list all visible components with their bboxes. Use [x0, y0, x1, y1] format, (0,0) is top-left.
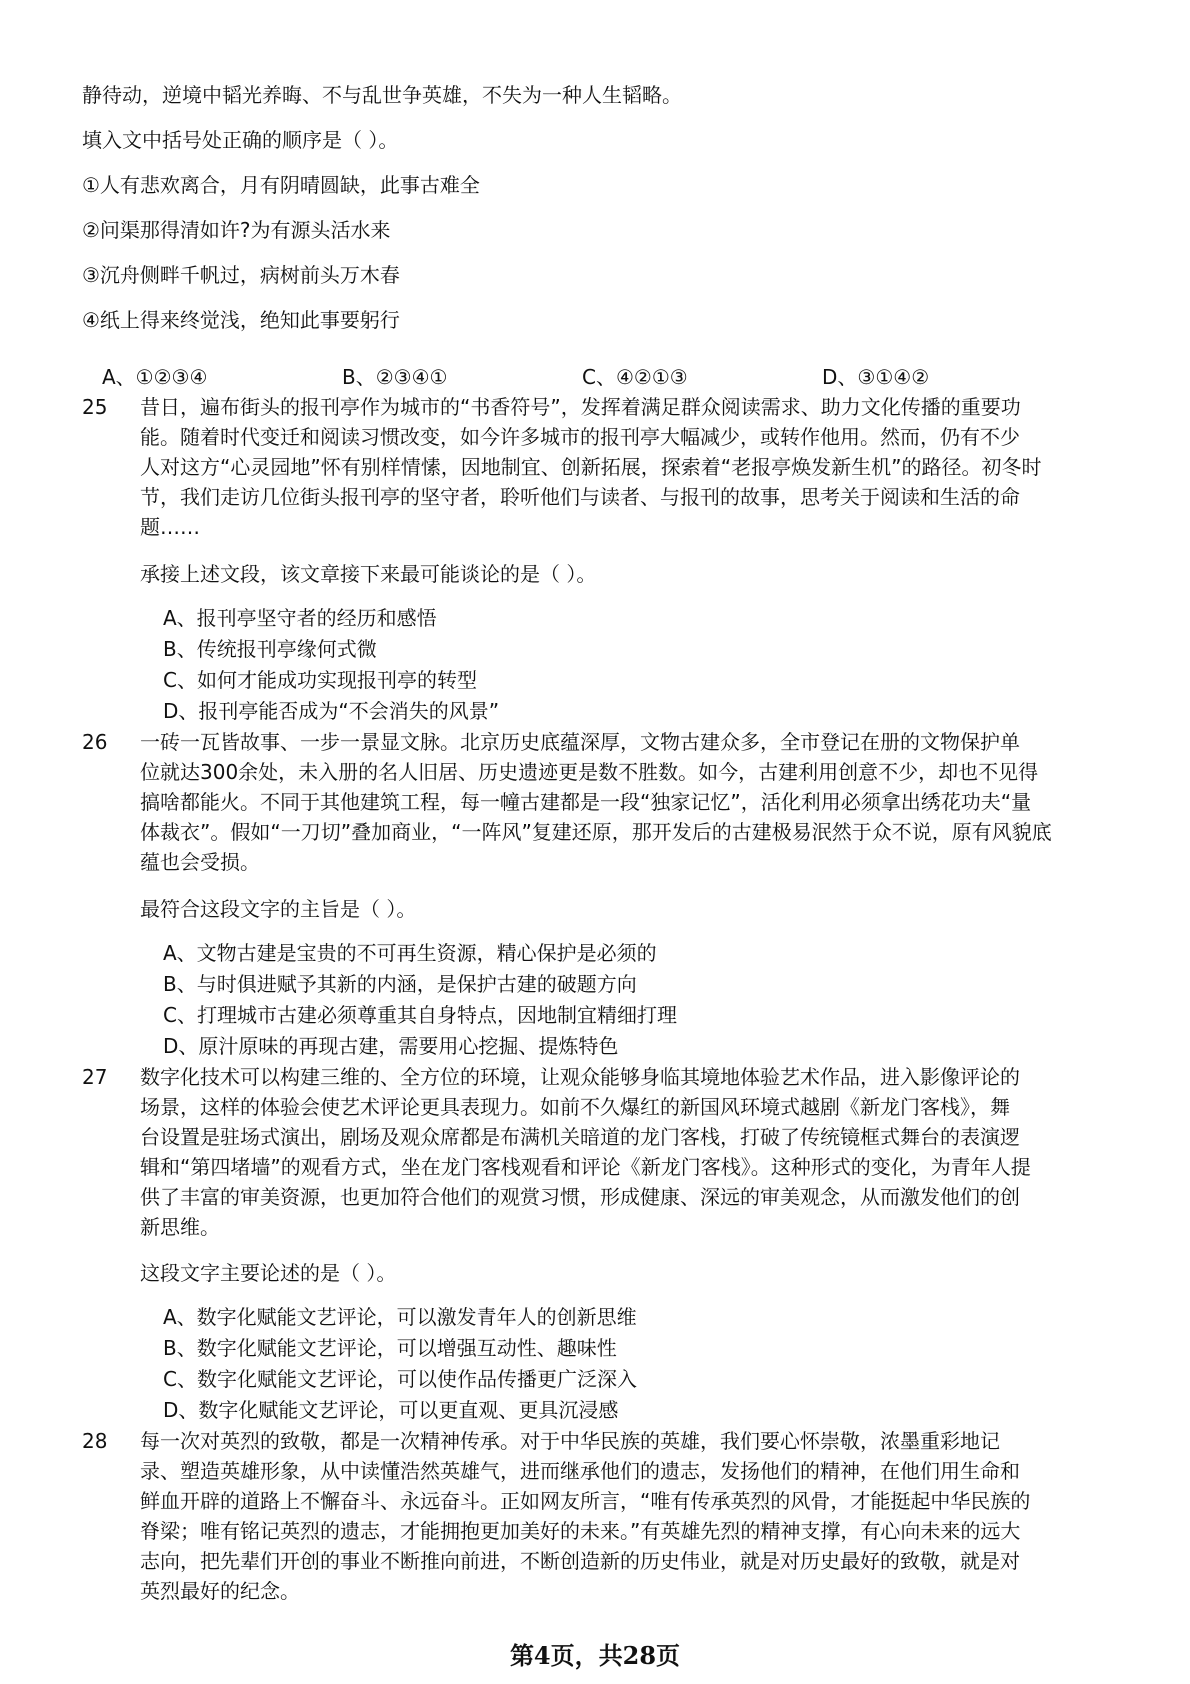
option-c: C、数字化赋能文艺评论，可以使作品传播更广泛深入: [163, 1367, 637, 1391]
question-number: 26: [82, 730, 108, 754]
passage-line: 供了丰富的审美资源，也更加符合他们的观赏习惯，形成健康、深远的审美观念，从而激发他们的创: [140, 1185, 1020, 1209]
option-a: A、数字化赋能文艺评论，可以激发青年人的创新思维: [163, 1305, 637, 1329]
question-prompt: 最符合这段文字的主旨是（ ）。: [140, 897, 417, 921]
option-b: B、与时俱进赋予其新的内涵，是保护古建的破题方向: [163, 972, 637, 996]
intro-item: ④纸上得来终觉浅，绝知此事要躬行: [82, 308, 400, 332]
page-footer: 第4页，共28页: [509, 1641, 681, 1670]
question-prompt: 这段文字主要论述的是（ ）。: [140, 1261, 397, 1285]
passage-line: 位就达300余处，未入册的名人旧居、历史遗迹更是数不胜数。如今，古建利用创意不少，却也不见得: [140, 760, 1039, 784]
passage-line: 人对这方“心灵园地”怀有别样情愫，因地制宜、创新拓展，探索着“老报亭焕发新生机”的路径。初冬时: [140, 455, 1042, 479]
question-passage: [140, 392, 1090, 542]
passage-line: 一砖一瓦皆故事、一步一景显文脉。北京历史底蕴深厚，文物古建众多，全市登记在册的文物保护单: [140, 730, 1020, 754]
option-d: D、③①④②: [822, 365, 930, 389]
question-passage: [140, 727, 1090, 877]
option-b: B、传统报刊亭缘何式微: [163, 637, 377, 661]
question-number: 28: [82, 1429, 108, 1453]
passage-line: 台设置是驻场式演出，剧场及观众席都是布满机关暗道的龙门客栈，打破了传统镜框式舞台的表演逻: [140, 1125, 1020, 1149]
passage-line: 题……: [140, 515, 200, 539]
passage-line: 蕴也会受损。: [140, 850, 260, 874]
intro-item: ③沉舟侧畔千帆过，病树前头万木春: [82, 263, 400, 287]
passage-line: 脊梁；唯有铭记英烈的遗志，才能拥抱更加美好的未来。”有英雄先烈的精神支撑，有心向未来的远大: [140, 1519, 1021, 1543]
passage-line: 体裁衣”。假如“一刀切”叠加商业，“一阵风”复建还原，那开发后的古建极易泯然于众不说，原有风貌底: [140, 820, 1052, 844]
passage-line: 昔日，遍布街头的报刊亭作为城市的“书香符号”，发挥着满足群众阅读需求、助力文化传播的重要功: [140, 395, 1021, 419]
passage-line: 节，我们走访几位街头报刊亭的坚守者，聆听他们与读者、与报刊的故事，思考关于阅读和生活的命: [140, 485, 1020, 509]
option-c: C、④②①③: [582, 365, 688, 389]
passage-line: 每一次对英烈的致敬，都是一次精神传承。对于中华民族的英雄，我们要心怀崇敬，浓墨重彩地记: [140, 1429, 1000, 1453]
passage-line: 数字化技术可以构建三维的、全方位的环境，让观众能够身临其境地体验艺术作品，进入影像评论的: [140, 1065, 1020, 1089]
question-number: 25: [82, 395, 108, 419]
option-c: C、如何才能成功实现报刊亭的转型: [163, 668, 477, 692]
question-number: 27: [82, 1065, 108, 1089]
option-b: B、②③④①: [342, 365, 448, 389]
option-d: D、数字化赋能文艺评论，可以更直观、更具沉浸感: [163, 1398, 619, 1422]
intro-continuation: 静待动，逆境中韬光养晦、不与乱世争英雄，不失为一种人生韬略。: [82, 83, 682, 107]
option-c: C、打理城市古建必须尊重其自身特点，因地制宜精细打理: [163, 1003, 677, 1027]
question-passage: [140, 1062, 1090, 1242]
option-a: A、①②③④: [102, 365, 208, 389]
question-passage: [140, 1426, 1090, 1606]
option-b: B、数字化赋能文艺评论，可以增强互动性、趣味性: [163, 1336, 617, 1360]
option-a: A、文物古建是宝贵的不可再生资源，精心保护是必须的: [163, 941, 657, 965]
intro-item: ②问渠那得清如许?为有源头活水来: [82, 218, 391, 242]
passage-line: 英烈最好的纪念。: [140, 1579, 300, 1603]
option-d: D、原汁原味的再现古建，需要用心挖掘、提炼特色: [163, 1034, 619, 1058]
passage-line: 新思维。: [140, 1215, 220, 1239]
passage-line: 能。随着时代变迁和阅读习惯改变，如今许多城市的报刊亭大幅减少，或转作他用。然而，仍有不少: [140, 425, 1020, 449]
passage-line: 搞啥都能火。不同于其他建筑工程，每一幢古建都是一段“独家记忆”，活化利用必须拿出绣花功夫“量: [140, 790, 1032, 814]
passage-line: 录、塑造英雄形象，从中读懂浩然英雄气，进而继承他们的遗志，发扬他们的精神，在他们用生命和: [140, 1459, 1020, 1483]
intro-options: [102, 362, 1082, 392]
option-d: D、报刊亭能否成为“不会消失的风景”: [163, 699, 500, 723]
option-a: A、报刊亭坚守者的经历和感悟: [163, 606, 437, 630]
intro-item: ①人有悲欢离合，月有阴晴圆缺，此事古难全: [82, 173, 480, 197]
question-prompt: 承接上述文段，该文章接下来最可能谈论的是（ ）。: [140, 562, 597, 586]
passage-line: 辑和“第四堵墙”的观看方式，坐在龙门客栈观看和评论《新龙门客栈》。这种形式的变化，为青年人提: [140, 1155, 1031, 1179]
intro-prompt: 填入文中括号处正确的顺序是（ ）。: [82, 128, 399, 152]
passage-line: 志向，把先辈们开创的事业不断推向前进，不断创造新的历史伟业，就是对历史最好的致敬，就是对: [140, 1549, 1020, 1573]
passage-line: 场景，这样的体验会使艺术评论更具表现力。如前不久爆红的新国风环境式越剧《新龙门客栈》，舞: [140, 1095, 1010, 1119]
passage-line: 鲜血开辟的道路上不懈奋斗、永远奋斗。正如网友所言，“唯有传承英烈的风骨，才能挺起中华民族的: [140, 1489, 1031, 1513]
